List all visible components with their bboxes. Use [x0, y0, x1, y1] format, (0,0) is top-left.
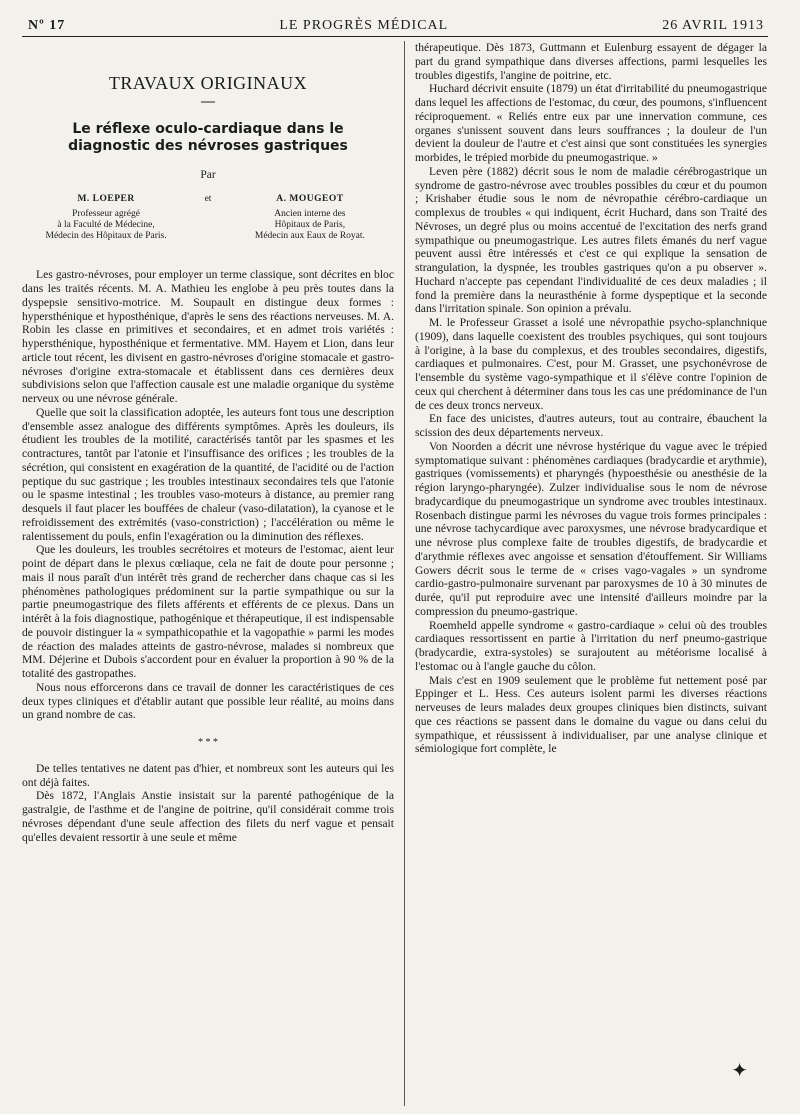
article-title: Le réflexe oculo-cardiaque dans le diagnostic des névroses gastriques — [68, 120, 348, 154]
paragraph: Von Noorden a décrit une névrose hystérique du vague avec le trépied symptomatique suivant : phénomènes cardiaques (bradycardie et arythmie), gastriques (vomissements) et pharyngés (hypoesthésie ou anesthésie de la région laryngo-pharyngée). Zulzer individualise sous le nom de névrose bradycardique du pneumogastrique un syndrome avec troubles intestinaux. Rosenbach distingue parmi les névroses du vague trois formes principales : une névrose tachycardique avec paroxysmes, une névrose bradycardique et une névrose plus complexe faite de troubles digestifs, de bradycardie et d'arythmie réflexes avec angoisse et sensation d'étouffement. Sir Williams Gowers décrit sous le terme de « crises vago-vagales » un syndrome cardio-gastro-pulmonaire survenant par paroxysmes de 10 à 30 minutes de durée, qu'il put reproduire avec une intensité d'ailleurs moindre par la compression du pneumo-gastrique. — [415, 439, 767, 618]
author-mougeot — [230, 194, 390, 242]
journal-title: LE PROGRÈS MÉDICAL — [279, 18, 449, 33]
issue-number: Nº 17 — [28, 18, 66, 33]
author-name: A. MOUGEOT — [276, 194, 344, 205]
authors-block — [26, 194, 390, 242]
author-title: Médecin aux Eaux de Royat. — [254, 231, 365, 242]
section-heading: TRAVAUX ORIGINAUX — [108, 73, 308, 93]
author-conjunction: et — [204, 194, 212, 205]
section-rule: — — [201, 93, 215, 109]
running-head — [22, 18, 768, 37]
paragraph: thérapeutique. Dès 1873, Guttmann et Eulenburg essayent de dégager la part du grand sympathique dans diverses affections, parmi lesquelles les troubles digestifs, l'angine de poitrine, etc. — [415, 41, 767, 82]
left-column — [22, 41, 404, 1106]
author-title: à la Faculté de Médecine, — [57, 220, 155, 231]
author-title: Professeur agrégé — [72, 209, 140, 220]
right-column — [404, 41, 767, 1106]
paragraph: Dès 1872, l'Anglais Anstie insistait sur la parenté pathogénique de la gastralgie, de l'asthme et de l'angine de poitrine, qu'il considérait comme trois névroses dépendant d'une seule affection des filets du nerf vague et pensait qu'elles devaient ressortir à une seule et même — [22, 789, 394, 844]
paragraph: Huchard décrivit ensuite (1879) un état d'irritabilité du pneumogastrique dans lequel les affections de l'estomac, du cœur, des poumons, s'influencent réciproquement. « Reliés entre eux par une innervation commune, ces organes s'unissent souvent dans leurs souffrances ; la douleur de l'un devient la douleur de l'autre et c'est ainsi que sont constituées les synergies morbides, le trépied morbide du pneumogastrique. » — [415, 82, 767, 164]
byline-par: Par — [200, 168, 216, 181]
paragraph: En face des unicistes, d'autres auteurs, tout au contraire, ébauchent la scission des deux départements nerveux. — [415, 412, 767, 439]
author-title: Ancien interne des — [274, 209, 346, 220]
paragraph: Quelle que soit la classification adoptée, les auteurs font tous une description d'ensemble assez analogue des différents symptômes. Après les douleurs, ils étudient les troubles de la motilité, caractérisés tantôt par les spasmes et les contractures, tantôt par l'atonie et l'insuffisance des orifices ; les troubles de la sécrétion, qui consistent en exagération de la quantité, de l'acidité ou de l'action peptique du suc gastrique ; les troubles intestinaux secondaires tels que l'atonie ou le spasme intestinal ; les troubles vaso-moteurs à distance, au premier rang desquels il faut placer les bouffées de chaleur (vaso-dilatation), la cyanose et le refroidissement des extrémités (vaso-constriction) ; l'accélération ou même le ralentissement du pouls, enfin l'exagération ou la diminution des réflexes. — [22, 405, 394, 543]
paragraph: De telles tentatives ne datent pas d'hier, et nombreux sont les auteurs qui les ont déjà faites. — [22, 761, 394, 789]
author-title: Hôpitaux de Paris, — [274, 220, 346, 231]
author-name: M. LOEPER — [77, 194, 135, 205]
text-columns — [22, 41, 768, 1106]
author-title: Médecin des Hôpitaux de Paris. — [45, 231, 167, 242]
paragraph: Les gastro-névroses, pour employer un terme classique, sont décrites en bloc dans les traités récents. M. A. Mathieu les englobe à peu près toutes dans la dyspepsie sensitivo-motrice. M. Soupault en distingue deux formes : hypersthénique et hyposthénique, d'après le sens des réactions nerveuses. M. A. Robin les classe en primitives et secondaires, et en admet trois variétés : hypersthénique, hyposthénique et fermentative. MM. Hayem et Lion, dans leur article tout récent, les divisent en gastro-névroses d'origine stomacale et gastro-névroses d'origine extra-stomacale et établissent dans ces dernières deux subdivisions selon que l'affection causale est une maladie organique du système nerveux ou une névrose générale. — [22, 268, 394, 405]
section-break: * * * — [198, 737, 218, 748]
issue-date: 26 AVRIL 1913 — [662, 18, 764, 33]
author-loeper — [26, 194, 186, 242]
paragraph: Que les douleurs, les troubles secrétoires et moteurs de l'estomac, aient leur point de départ dans le plexus cœliaque, cela ne fait de doute pour personne ; mais il nous paraît d'un intérêt très grand de rechercher dans chaque cas si les phénomènes pathologiques prédominent sur la partie sympathique ou sur la partie pneumogastrique des filets afférents et efférents de ce plexus. Dans un intérêt à la fois diagnostique, pathogénique et thérapeutique, il est indispensable de pouvoir distinguer la « sympathicopathie et la vagopathie » parmi les modes de réaction des malades atteints de gastro-névrose, malades si nombreux que MM. Déjerine et Dubois s'accordent pour en évaluer la proportion à 90 % de la totalité des gastropathes. — [22, 543, 394, 680]
paragraph: Mais c'est en 1909 seulement que le problème fut nettement posé par Eppinger et L. Hess. Ces auteurs isolent parmi les diverses réactions nerveuses de leurs malades deux groupes cliniques bien distincts, suivant que ces réactions se passent dans le domaine du vague ou dans celui du sympathique, et réussissent à individualiser, par une analyse clinique et sémiologique fort complète, le — [415, 673, 767, 756]
paragraph: Roemheld appelle syndrome « gastro-cardiaque » celui où des troubles cardiaques ressortissent en partie à l'irritation du nerf pneumo-gastrique (bradycardie, extra-systoles) se surajoutent au météorisme localisé à l'estomac ou à l'angle gauche du côlon. — [415, 618, 767, 673]
ornament-icon: ✦ — [731, 1058, 748, 1082]
paragraph: M. le Professeur Grasset a isolé une névropathie psycho-splanchnique (1909), dans laquelle coexistent des troubles psychiques, qui sont toujours à l'origine, à la base du complexus, et des troubles secondaires, digestifs, cardiaques et pulmonaires. C'est, pour M. Grasset, une psychonévrose de l'ensemble du système vago-sympathique et il s'élève contre l'opinion de ceux qui cherchent à déterminer dans tous les cas une prédominance de l'un de ces deux troncs nerveux. — [415, 316, 767, 412]
paragraph: Nous nous efforcerons dans ce travail de donner les caractéristiques de ces deux types cliniques et d'établir autant que possible leur réalité, au moins dans un grand nombre de cas. — [22, 680, 394, 722]
paragraph: Leven père (1882) décrit sous le nom de maladie cérébrogastrique un syndrome de gastro-névrose avec troubles possibles du cœur et du poumon ; Krishaber étudie sous le nom de névropathie cérébro-cardiaque un complexus de troubles « qui indiquent, écrit Huchard, dans son Traité des Névroses, un degré plus ou moins accentué de l'excitation des nerfs grand sympathique ou pneumogastrique. Les autres filets émanés du nerf vague peuvent aussi être intéressés et c'est ce qui explique la sensation de strangulation, la dyspnée, les troubles gastriques qu'on a pu observer ». Huchard n'accepte pas cependant l'individualité de ces deux maladies ; il fond la première dans la neurasthénie à forme dyspeptique et la seconde dans l'irritation spinale. Son opinion a prévalu. — [415, 164, 767, 316]
